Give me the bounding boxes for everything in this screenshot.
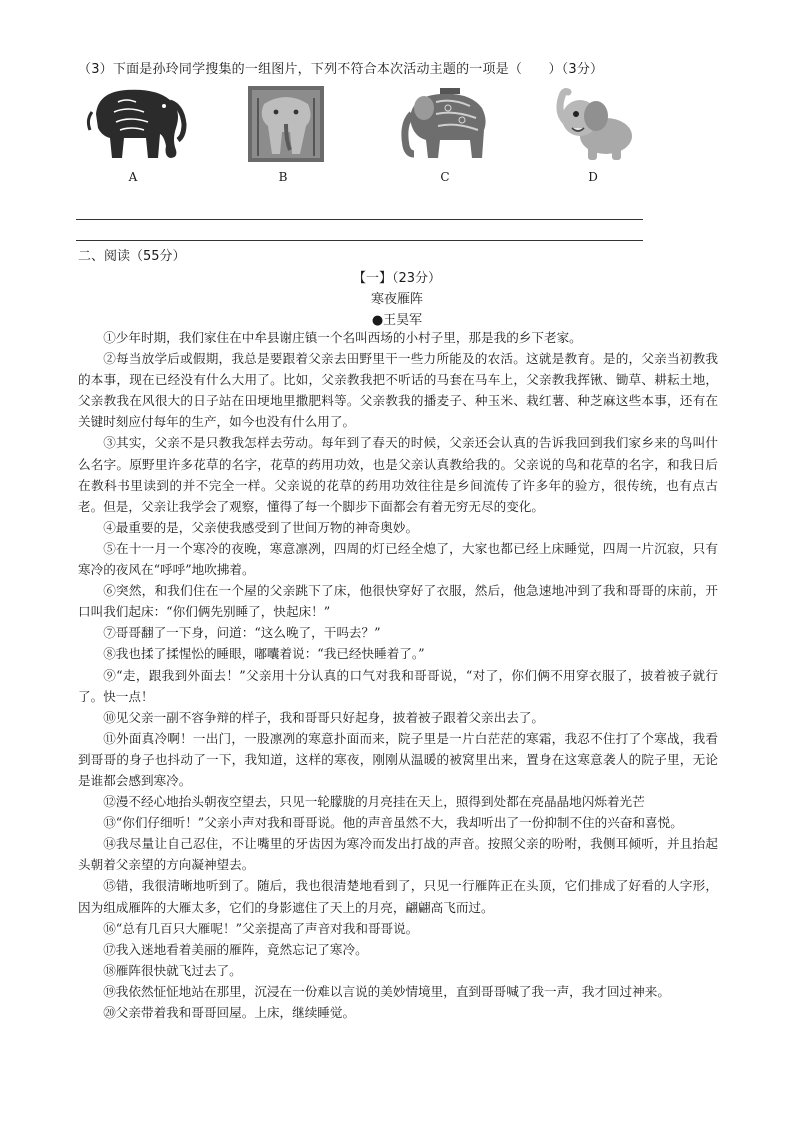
paragraph: ④最重要的是，父亲使我感受到了世间万物的神奇奥妙。: [103, 519, 419, 535]
paragraph: ③其实，父亲不是只教我怎样去劳动。每年到了春天的时候，父亲还会认真的告诉我回到我们家乡来的鸟叫什么名字。原野里许多花草的名字，花草的药用功效，也是父亲认真教给我的。父亲说的鸟和花草的名字，和我日后在教科书里读到的并不完全一样。父亲说的花草的药用功效往往是乡间流传了许多年的验方，很传统，也有点古老。但是，父亲让我学会了观察，懂得了每一个脚步下面都会有着无穷无尽的变化。: [78, 435, 718, 514]
cartoon-elephant-icon: [538, 84, 648, 164]
image-options-row: [78, 84, 644, 194]
paragraph: ⑬“你们仔细听！”父亲小声对我和哥哥说。他的声音虽然不大，我却听出了一份抑制不住的兴奋和喜悦。: [103, 815, 683, 831]
paragraph: ⑰我入迷地看着美丽的雁阵，竟然忘记了寒冷。: [103, 941, 368, 957]
answer-line-1[interactable]: [76, 219, 643, 220]
paragraph: ⑳父亲带着我和哥哥回屋。上床，继续睡觉。: [103, 1005, 356, 1020]
paragraph: ⑮错，我很清晰地听到了。随后，我也很清楚地看到了，只见一行雁阵正在头顶，它们排成了好看的人字形，因为组成雁阵的大雁太多，它们的身影遮住了天上的月亮，翩翩高飞而过。: [78, 878, 718, 915]
paragraph: ⑲我依然怔怔地站在那里，沉浸在一份难以言说的美妙情境里，直到哥哥喊了我一声，我才回过神来。: [103, 983, 670, 999]
author-line: ●王昊军: [371, 313, 423, 328]
article-title: 寒夜雁阵: [370, 292, 423, 307]
paragraph: ⑤在十一月一个寒冷的夜晚，寒意凛冽，四周的灯已经全熄了，大家也都已经上床睡觉，四周一片沉寂，只有寒冷的夜风在“呼呼”地吹拂着。: [78, 540, 718, 578]
article-body: [78, 327, 718, 1023]
paragraph: ⑩见父亲一副不容争辩的样子，我和哥哥只好起身，披着被子跟着父亲出去了。: [103, 709, 544, 725]
paragraph: ⑧我也揉了揉惺忪的睡眼，嘟囔着说：“我已经快睡着了。”: [103, 646, 425, 662]
paragraph: ⑫漫不经心地抬头朝夜空望去，只见一轮朦胧的月亮挂在天上，照得到处都在亮晶晶地闪烁着光芒: [103, 794, 645, 810]
answer-line-2[interactable]: [76, 240, 643, 241]
paragraph: ⑥突然，和我们住在一个屋的父亲跳下了床，他很快穿好了衣服，然后，他急速地冲到了我和哥哥的床前，开口叫我们起床：“你们俩先别睡了，快起床！”: [78, 583, 718, 620]
option-b-label: B: [278, 170, 288, 184]
elephant-papercut-icon: [78, 84, 188, 164]
paragraph: ②每当放学后或假期，我总是要跟着父亲去田野里干一些力所能及的农活。这就是教育。是的，父亲当初教我的本事，现在已经没有什么大用了。比如，父亲教我把不听话的马套在马车上，父亲教我挥锹、锄草、耕耘土地，父亲教我在风很大的日子站在田埂地里撒肥料等。父亲教我的播麦子、种玉米、栽红薯、种芝麻这些本事，还有在关键时刻应付每年的生产，如今也没有什么用了。: [78, 351, 718, 430]
paragraph: ①少年时期，我们家住在中牟县谢庄镇一个名叫西场的小村子里，那是我的乡下老家。: [103, 330, 582, 345]
paragraph: ⑨“走，跟我到外面去！”父亲用十分认真的口气对我和哥哥说，“对了，你们俩不用穿衣服了，披着被子就行了。快一点！: [78, 667, 718, 704]
option-d-image: [538, 84, 648, 164]
elephant-ornament-icon: [390, 84, 500, 164]
option-a-image: [78, 84, 188, 164]
option-a-label: A: [128, 170, 138, 184]
elephant-stone-carving-icon: [228, 84, 338, 164]
part-title: 【一】（23分）: [352, 271, 442, 286]
question-3-text: （3）下面是孙玲同学搜集的一组图片，下列不符合本次活动主题的一项是（ ）（3分）: [78, 62, 604, 77]
paragraph: ⑯“总有几百只大雁呢！”父亲提高了声音对我和哥哥说。: [103, 920, 419, 936]
option-b-image: [228, 84, 338, 164]
paragraph: ⑪外面真冷啊！一出门，一股凛冽的寒意扑面而来，院子里是一片白茫茫的寒霜，我忍不住打了个寒战，我看到哥哥的身子也抖动了一下，我知道，这样的寒夜，刚刚从温暖的被窝里出来，置身在这寒意袭人的院子里，无论是谁都会感到寒冷。: [78, 730, 718, 788]
paragraph: ⑱雁阵很快就飞过去了。: [103, 962, 242, 978]
paragraph: ⑭我尽量让自己忍住，不让嘴里的牙齿因为寒冷而发出打战的声音。按照父亲的吩咐，我侧耳倾听，并且抬起头朝着父亲望的方向凝神望去。: [78, 836, 718, 873]
section-heading: 二、阅读（55分）: [78, 249, 186, 264]
option-c-image: [390, 84, 500, 164]
option-d-label: D: [588, 170, 598, 184]
option-c-label: C: [440, 170, 450, 184]
paragraph: ⑦哥哥翻了一下身，问道：“这么晚了，干吗去？”: [103, 625, 381, 641]
